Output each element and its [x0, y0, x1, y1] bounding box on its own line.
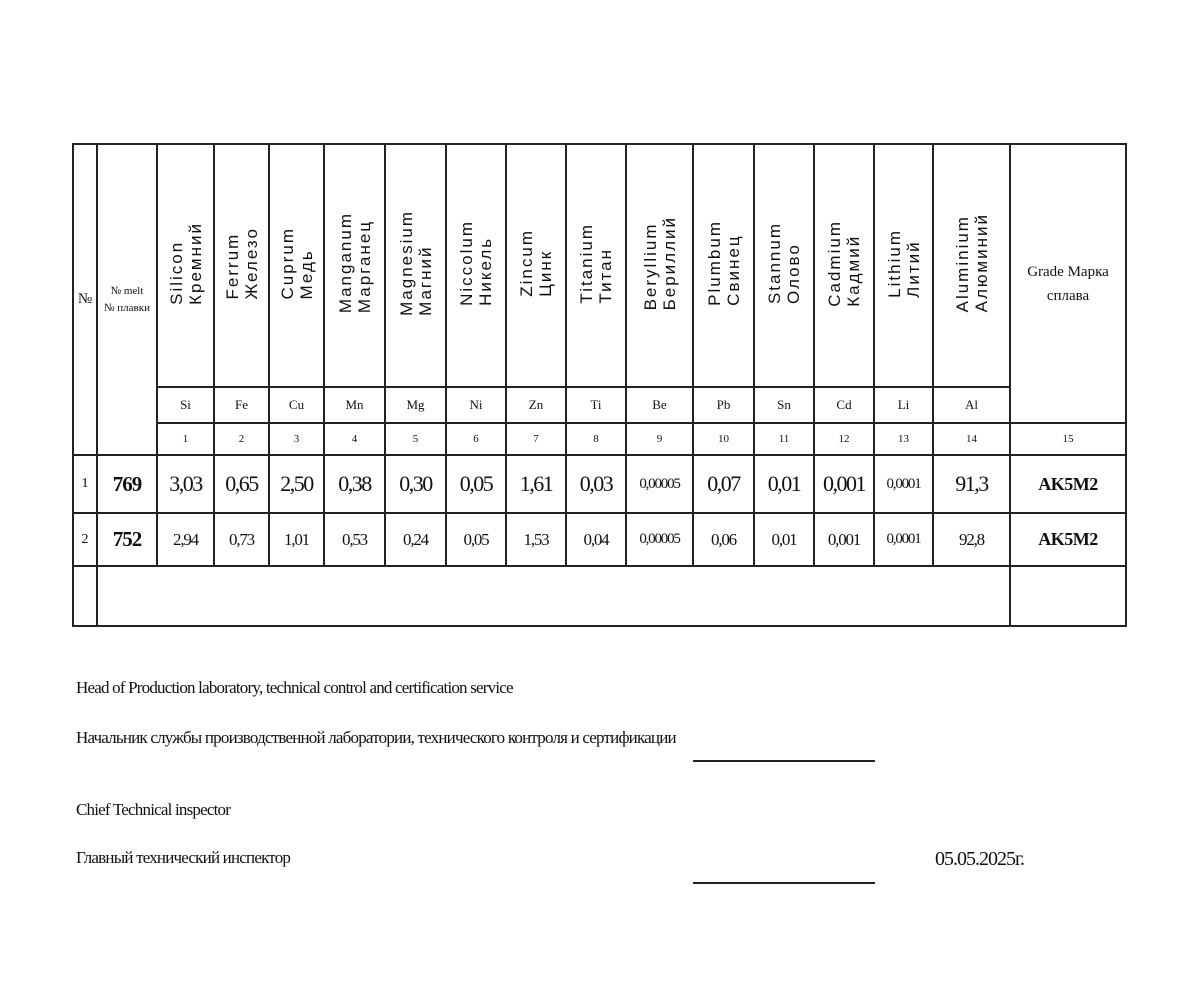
empty-cell [97, 566, 1010, 626]
element-value: 0,00005 [626, 455, 693, 513]
column-number: 4 [324, 423, 385, 455]
chief-title-en: Chief Technical inspector [76, 800, 231, 819]
element-value: 0,30 [385, 455, 446, 513]
element-name-ru: Железо [241, 226, 261, 300]
element-name-cell [754, 144, 814, 387]
element-name-en: Lithium [884, 228, 904, 298]
element-name [223, 227, 261, 299]
element-name [278, 227, 316, 299]
element-name-cell [626, 144, 693, 387]
element-name-cell [214, 144, 269, 387]
element-name-en: Cadmium [825, 219, 844, 307]
table-row [73, 513, 1126, 566]
column-number: 13 [874, 423, 933, 455]
element-symbol: Si [157, 387, 214, 423]
element-name [167, 222, 205, 305]
element-symbol: Al [933, 387, 1010, 423]
element-name-ru: Олово [784, 243, 803, 305]
column-number: 7 [506, 423, 566, 455]
element-value: 0,01 [754, 513, 814, 566]
element-name-ru: Алюминий [971, 213, 991, 313]
element-name-cell [566, 144, 626, 387]
melt-number: 769 [97, 455, 157, 513]
element-name-en: Ferrum [222, 232, 242, 300]
element-value: 1,53 [506, 513, 566, 566]
element-symbol: Cu [269, 387, 324, 423]
chief-title-ru: Главный технический инспектор [76, 848, 291, 867]
element-name-ru: Бериллий [659, 215, 679, 311]
element-symbol: Be [626, 387, 693, 423]
header-row-names [73, 144, 1126, 387]
element-name-ru: Кремний [185, 221, 205, 305]
element-name-ru: Титан [596, 247, 615, 304]
element-name-en: Stannum [765, 221, 784, 305]
column-number: 10 [693, 423, 754, 455]
element-symbol: Mg [385, 387, 446, 423]
element-name-cell [933, 144, 1010, 387]
element-value: 0,0001 [874, 455, 933, 513]
element-value: 0,03 [566, 455, 626, 513]
element-symbol: Li [874, 387, 933, 423]
element-name [457, 220, 495, 306]
table-row [73, 455, 1126, 513]
empty-row [73, 566, 1126, 626]
element-symbol: Fe [214, 387, 269, 423]
element-name-en: Titanium [577, 222, 596, 304]
element-name [577, 223, 615, 304]
element-name-cell [506, 144, 566, 387]
element-value: 0,73 [214, 513, 269, 566]
header-no [73, 144, 97, 455]
alloy-grade: AK5M2 [1010, 513, 1126, 566]
element-value: 0,01 [754, 455, 814, 513]
element-value: 0,65 [214, 455, 269, 513]
header-melt-en: № melt [110, 284, 144, 297]
element-name-ru: Литий [903, 239, 923, 298]
element-symbol: Zn [506, 387, 566, 423]
element-name-en: Aluminium [952, 215, 972, 313]
element-symbol: Cd [814, 387, 874, 423]
element-symbol: Mn [324, 387, 385, 423]
element-value: 0,06 [693, 513, 754, 566]
element-name [705, 220, 743, 306]
element-name-cell [269, 144, 324, 387]
element-name [825, 220, 863, 307]
header-row-numbers [73, 423, 1126, 455]
element-name-cell [874, 144, 933, 387]
element-name-cell [157, 144, 214, 387]
element-name-ru: Магний [415, 245, 435, 316]
row-number: 1 [73, 455, 97, 513]
header-row-symbols [73, 387, 1126, 423]
column-number: 3 [269, 423, 324, 455]
element-name-en: Manganum [335, 212, 355, 314]
element-value: 0,05 [446, 513, 506, 566]
composition-table [72, 143, 1127, 627]
element-value: 0,53 [324, 513, 385, 566]
empty-cell [1010, 566, 1126, 626]
head-title-en: Head of Production laboratory, technical control and certification service [76, 678, 513, 697]
alloy-grade: AK5M2 [1010, 455, 1126, 513]
element-name [765, 222, 803, 304]
element-value: 1,01 [269, 513, 324, 566]
element-symbol: Sn [754, 387, 814, 423]
element-value: 0,07 [693, 455, 754, 513]
header-melt-ru: № плавки [104, 301, 150, 314]
element-name-cell [385, 144, 446, 387]
element-name-en: Silicon [166, 240, 186, 305]
element-value: 0,38 [324, 455, 385, 513]
element-value: 91,3 [933, 455, 1010, 513]
element-value: 2,94 [157, 513, 214, 566]
row-number: 2 [73, 513, 97, 566]
element-value: 0,00005 [626, 513, 693, 566]
certificate-date: 05.05.2025г. [935, 848, 1024, 870]
element-name-en: Plumbum [704, 220, 724, 306]
element-symbol: Ni [446, 387, 506, 423]
header-grade-label: Grade Марка сплава [1027, 263, 1109, 304]
column-number: 5 [385, 423, 446, 455]
element-name [885, 229, 923, 298]
empty-cell [73, 566, 97, 626]
element-name-en: Magnesium [396, 210, 416, 316]
header-no-label: № [77, 291, 93, 307]
column-number: 14 [933, 423, 1010, 455]
element-name [641, 216, 679, 310]
column-number: 12 [814, 423, 874, 455]
element-name-ru: Свинец [723, 234, 743, 306]
element-symbol: Ti [566, 387, 626, 423]
element-value: 2,50 [269, 455, 324, 513]
element-name-cell [693, 144, 754, 387]
column-number: 9 [626, 423, 693, 455]
element-value: 0,0001 [874, 513, 933, 566]
element-name-ru: Цинк [536, 249, 555, 297]
element-value: 0,001 [814, 513, 874, 566]
element-symbol: Pb [693, 387, 754, 423]
element-name-ru: Марганец [354, 220, 374, 314]
element-value: 0,05 [446, 455, 506, 513]
header-grade [1010, 144, 1126, 423]
element-name [953, 213, 991, 312]
element-name-en: Zincum [517, 229, 536, 297]
header-melt [97, 144, 157, 455]
column-number: 6 [446, 423, 506, 455]
column-number: 1 [157, 423, 214, 455]
element-name-ru: Медь [296, 249, 316, 300]
column-number-grade: 15 [1010, 423, 1126, 455]
element-value: 0,001 [814, 455, 874, 513]
column-number: 8 [566, 423, 626, 455]
element-value: 92,8 [933, 513, 1010, 566]
element-value: 3,03 [157, 455, 214, 513]
element-name [517, 229, 555, 297]
melt-number: 752 [97, 513, 157, 566]
element-value: 0,24 [385, 513, 446, 566]
element-name [397, 210, 435, 316]
column-number: 11 [754, 423, 814, 455]
element-name-en: Cuprum [277, 226, 297, 300]
element-name-cell [324, 144, 385, 387]
head-signature-line [693, 760, 875, 762]
element-value: 1,61 [506, 455, 566, 513]
element-name-en: Niccolum [457, 220, 476, 306]
element-value: 0,04 [566, 513, 626, 566]
element-name-en: Beryllium [640, 222, 660, 311]
element-name-ru: Кадмий [844, 234, 863, 307]
element-name-cell [814, 144, 874, 387]
element-name-cell [446, 144, 506, 387]
element-name [336, 212, 374, 313]
element-name-ru: Никель [476, 236, 495, 306]
head-title-ru: Начальник службы производственной лаборатории, технического контроля и сертификации [76, 728, 676, 747]
column-number: 2 [214, 423, 269, 455]
chief-signature-line [693, 882, 875, 884]
